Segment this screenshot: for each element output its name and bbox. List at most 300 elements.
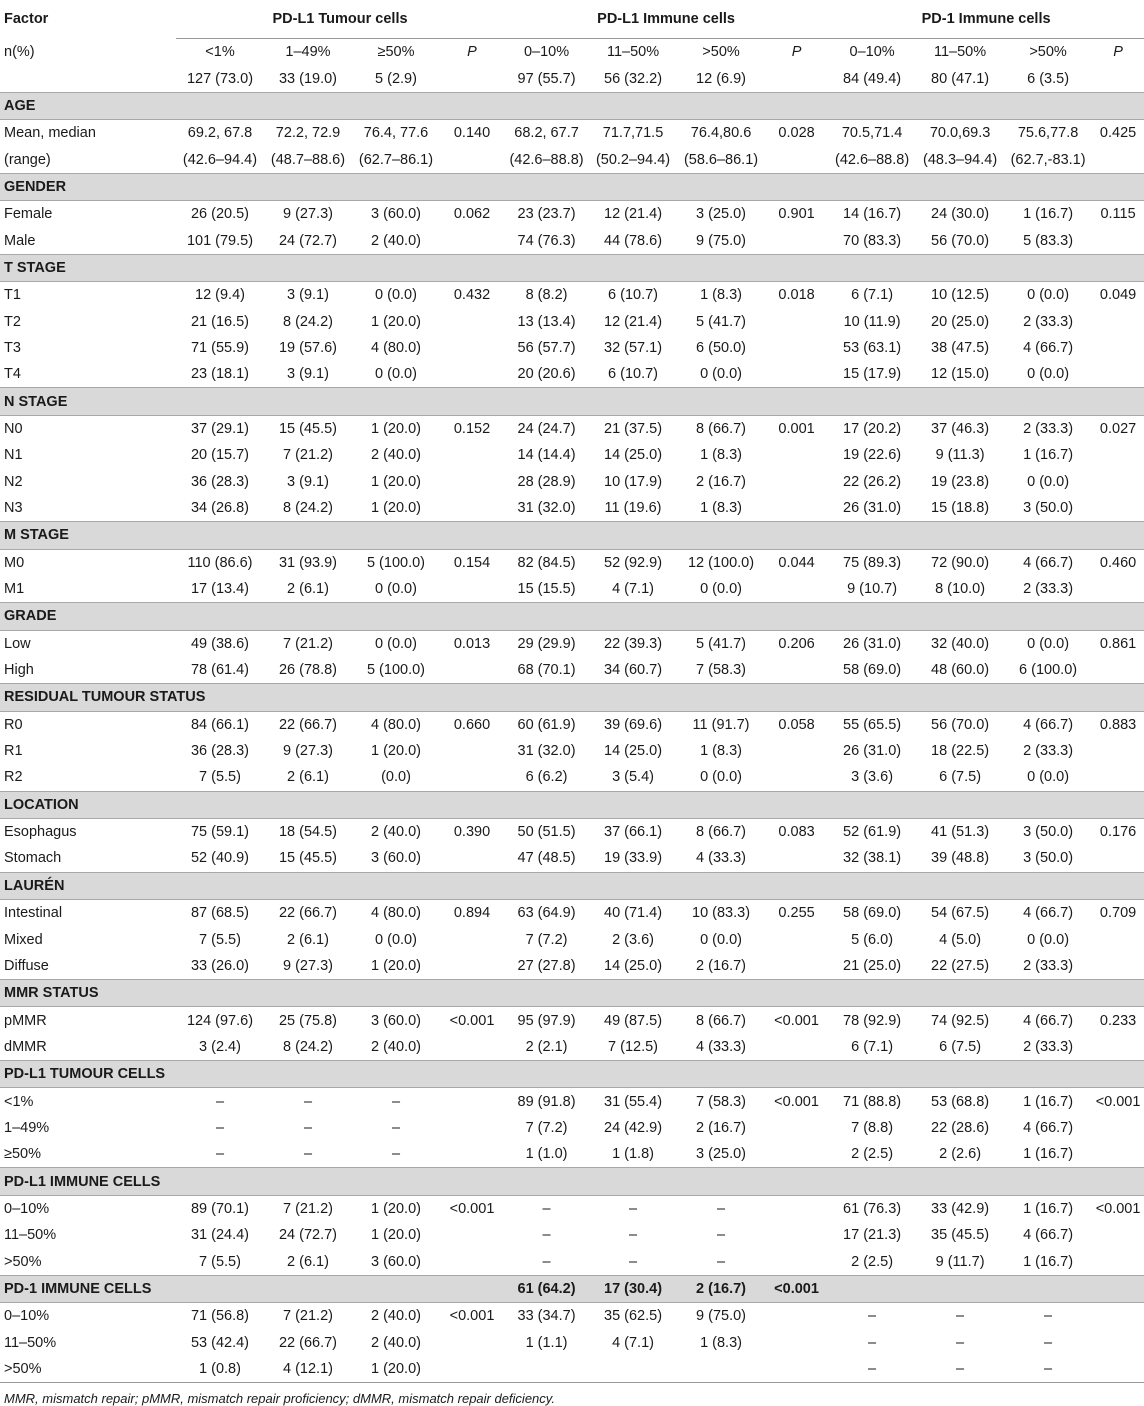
n-value-cell: 5 (2.9) — [375, 70, 417, 87]
data-cell: 26 (78.8) — [278, 662, 338, 679]
p-value-cell — [1092, 657, 1144, 684]
data-cell: 1 (20.0) — [371, 743, 421, 760]
data-cell: 76.4, 77.6 — [363, 125, 429, 142]
data-cell: 1 (20.0) — [371, 500, 421, 517]
data-cell: 2 (16.7) — [696, 957, 747, 974]
data-cell: 56 (70.0) — [931, 716, 990, 733]
data-cell: 101 (79.5) — [186, 232, 254, 249]
table-row — [0, 1303, 1144, 1330]
p-value-cell — [1092, 146, 1144, 173]
data-cell: 74 (76.3) — [517, 232, 576, 249]
data-cell: 53 (42.4) — [190, 1334, 250, 1351]
p-value-cell: 0.083 — [778, 824, 815, 841]
data-cell: 58 (69.0) — [843, 662, 902, 679]
p-value-cell — [765, 576, 828, 603]
data-cell: 6 (6.2) — [525, 769, 568, 786]
data-cell: 40 (71.4) — [604, 905, 663, 922]
data-cell: 9 (27.3) — [283, 206, 333, 223]
data-cell: 2 (2.6) — [939, 1146, 982, 1163]
data-cell: 1 (8.3) — [700, 743, 742, 760]
data-cell: 7 (8.8) — [851, 1119, 894, 1136]
data-cell: 75.6,77.8 — [1017, 125, 1079, 142]
data-cell: 6 (7.1) — [851, 287, 894, 304]
data-cell: 68 (70.1) — [517, 662, 576, 679]
factor-header: Factor — [4, 11, 49, 28]
p-value-cell — [440, 308, 504, 334]
data-cell: 7 (21.2) — [283, 635, 333, 652]
data-cell: 9 (10.7) — [847, 581, 898, 598]
data-cell: 1 (20.0) — [371, 1200, 421, 1217]
p-value-cell — [440, 495, 504, 522]
p-value-cell: <0.001 — [1095, 1200, 1141, 1217]
row-label: N3 — [4, 500, 23, 517]
n-values-row — [0, 65, 1144, 92]
data-cell: 54 (67.5) — [931, 905, 990, 922]
data-cell: 20 (20.6) — [517, 366, 576, 383]
data-cell: (48.7–88.6) — [270, 151, 346, 168]
data-cell: 31 (24.4) — [190, 1227, 250, 1244]
p-value-cell: 0.460 — [1099, 554, 1137, 571]
data-cell: 22 (27.5) — [931, 957, 990, 974]
data-cell: 2 (40.0) — [371, 1334, 421, 1351]
p-value-cell — [1092, 953, 1144, 980]
row-label: 0–10% — [4, 1200, 50, 1217]
data-cell: 6 (100.0) — [1019, 662, 1078, 679]
table-row — [0, 630, 1144, 657]
data-cell: 4 (66.7) — [1023, 1227, 1074, 1244]
data-cell: 4 (66.7) — [1023, 339, 1074, 356]
table-row — [0, 1195, 1144, 1222]
data-cell: – — [628, 1253, 638, 1270]
data-cell: 12 (100.0) — [687, 554, 755, 571]
subheader-cell: >50% — [1029, 44, 1067, 61]
data-cell: 2 (40.0) — [371, 1038, 421, 1055]
data-cell: 36 (28.3) — [190, 743, 250, 760]
data-cell: 1 (20.0) — [352, 1356, 440, 1383]
p-value-cell — [765, 361, 828, 388]
p-value-cell — [765, 1248, 828, 1275]
data-cell — [589, 1356, 677, 1383]
row-label: Mixed — [4, 931, 43, 948]
data-cell: 82 (84.5) — [517, 554, 576, 571]
data-cell: 12 (21.4) — [604, 313, 663, 330]
p-value-cell — [440, 227, 504, 254]
section-header-row — [0, 872, 1144, 899]
data-cell: 24 (72.7) — [278, 1227, 338, 1244]
table-row — [0, 282, 1144, 309]
data-cell: 35 (45.5) — [931, 1227, 990, 1244]
data-cell: 2 (2.5) — [851, 1146, 894, 1163]
table-row — [0, 1034, 1144, 1061]
data-cell: 5 (83.3) — [1023, 232, 1074, 249]
data-cell: 7 (58.3) — [696, 1093, 747, 1110]
data-cell: 3 (9.1) — [287, 287, 329, 304]
data-cell: 71 (56.8) — [190, 1308, 250, 1325]
p-value-cell: 0.861 — [1099, 635, 1137, 652]
data-cell: 22 (66.7) — [278, 1334, 338, 1351]
data-cell: 53 (63.1) — [843, 339, 902, 356]
data-cell: 0 (0.0) — [1027, 931, 1070, 948]
section-title: LAURÉN — [0, 872, 1144, 899]
data-cell: 37 (29.1) — [190, 420, 250, 437]
data-cell: 1 (16.7) — [1023, 1253, 1074, 1270]
p-value-cell: 0.044 — [778, 554, 815, 571]
data-cell: 0 (0.0) — [375, 366, 417, 383]
data-cell: 1 (1.1) — [525, 1334, 568, 1351]
p-value-cell — [765, 469, 828, 495]
data-cell: 1 (16.7) — [1023, 1093, 1074, 1110]
data-cell: 39 (69.6) — [604, 716, 663, 733]
p-value-cell — [1092, 1356, 1144, 1383]
row-label: Diffuse — [4, 957, 49, 974]
n-value-cell: 12 (6.9) — [696, 70, 747, 87]
row-label: Mean, median — [4, 125, 96, 142]
table-row — [0, 953, 1144, 980]
data-cell: – — [542, 1200, 551, 1217]
data-cell: 35 (62.5) — [604, 1308, 663, 1325]
p-value-cell: 0.432 — [453, 287, 491, 304]
data-cell: – — [828, 1356, 916, 1383]
p-value-cell — [765, 1141, 828, 1168]
data-cell: 5 (100.0) — [366, 662, 426, 679]
data-cell: 24 (42.9) — [604, 1119, 663, 1136]
table-row — [0, 926, 1144, 952]
data-cell: 4 (33.3) — [696, 850, 747, 867]
p-value-cell — [440, 1088, 504, 1115]
p-value-cell — [1092, 1248, 1144, 1275]
p-value-cell: 0.001 — [778, 420, 815, 437]
section-value-cell — [1092, 1275, 1144, 1302]
p-value-cell — [765, 335, 828, 361]
data-cell: – — [215, 1146, 225, 1163]
data-cell: 8 (24.2) — [283, 1038, 333, 1055]
group-header-pdl1-tumour: PD-L1 Tumour cells — [176, 0, 504, 39]
data-cell: 58 (69.0) — [843, 905, 902, 922]
n-value-cell: 84 (49.4) — [843, 70, 902, 87]
section-value-cell: 17 (30.4) — [589, 1275, 677, 1302]
row-label: Low — [4, 635, 31, 652]
data-cell: 2 (6.1) — [287, 581, 329, 598]
data-cell: 68.2, 67.7 — [514, 125, 579, 142]
table-row — [0, 900, 1144, 927]
p-value-cell — [765, 1303, 828, 1330]
p-value-cell — [1092, 1330, 1144, 1356]
section-title: GRADE — [0, 603, 1144, 630]
data-cell: 4 (66.7) — [1023, 1012, 1074, 1029]
row-label: T4 — [4, 366, 21, 383]
p-value-cell — [440, 442, 504, 468]
n-value-cell: 33 (19.0) — [278, 70, 338, 87]
p-value-cell: 0.894 — [453, 905, 491, 922]
data-cell: 1 (16.7) — [1023, 1146, 1074, 1163]
data-cell: – — [716, 1253, 726, 1270]
data-cell: – — [391, 1119, 401, 1136]
data-cell: 2 (40.0) — [371, 1308, 421, 1325]
p-value-cell — [1092, 1222, 1144, 1248]
p-value-header: P — [791, 44, 802, 61]
p-value-cell — [765, 146, 828, 173]
data-cell: 3 (50.0) — [1023, 850, 1074, 867]
data-cell: 14 (25.0) — [604, 447, 663, 464]
data-cell: – — [303, 1093, 313, 1110]
table-row — [0, 1248, 1144, 1275]
data-cell: 0 (0.0) — [375, 581, 417, 598]
p-value-cell: <0.001 — [774, 1093, 819, 1110]
data-cell: – — [215, 1119, 225, 1136]
p-value-cell: 0.049 — [1099, 287, 1137, 304]
data-cell: 15 (18.8) — [931, 500, 990, 517]
data-cell: 6 (7.1) — [851, 1038, 894, 1055]
section-title: T STAGE — [0, 254, 1144, 281]
p-value-cell — [1092, 1034, 1144, 1061]
p-value-cell: <0.001 — [449, 1200, 495, 1217]
p-value-cell: 0.883 — [1099, 716, 1137, 733]
data-cell: 27 (27.8) — [517, 957, 576, 974]
data-cell: 19 (57.6) — [278, 339, 338, 356]
data-cell: 3 (3.6) — [851, 769, 894, 786]
data-cell: 56 (70.0) — [931, 232, 990, 249]
data-cell: 50 (51.5) — [517, 824, 576, 841]
p-value-cell — [1092, 335, 1144, 361]
data-cell: – — [542, 1227, 551, 1244]
p-value-cell — [765, 1222, 828, 1248]
p-value-cell — [765, 1356, 828, 1383]
data-cell: 1 (16.7) — [1023, 206, 1074, 223]
data-cell: 0 (0.0) — [700, 581, 742, 598]
data-cell: 12 (21.4) — [604, 206, 663, 223]
row-label: <1% — [4, 1093, 34, 1110]
subheader-row — [0, 39, 1144, 66]
p-value-cell — [1092, 308, 1144, 334]
row-label: 0–10% — [4, 1308, 50, 1325]
data-cell: 2 (6.1) — [287, 931, 329, 948]
table-row — [0, 335, 1144, 361]
section-header-row — [0, 1168, 1144, 1195]
data-cell: 24 (24.7) — [517, 420, 576, 437]
data-cell: 26 (20.5) — [190, 206, 250, 223]
data-cell: 1 (20.0) — [371, 313, 421, 330]
row-label: R2 — [4, 769, 23, 786]
table-row — [0, 1115, 1144, 1141]
data-cell: 21 (16.5) — [190, 313, 250, 330]
data-cell: – — [956, 1334, 965, 1351]
data-cell: 74 (92.5) — [931, 1012, 990, 1029]
data-cell: – — [1044, 1334, 1053, 1351]
subheader-cell: >50% — [702, 44, 740, 61]
row-label: >50% — [0, 1356, 176, 1383]
data-cell: (42.6–88.8) — [509, 151, 584, 168]
data-cell: 26 (31.0) — [843, 635, 902, 652]
data-cell: 78 (61.4) — [190, 662, 250, 679]
table-row — [0, 738, 1144, 764]
data-cell: 0 (0.0) — [1027, 769, 1070, 786]
data-cell: 14 (16.7) — [843, 206, 902, 223]
data-cell: 2 (33.3) — [1023, 581, 1074, 598]
p-value-cell — [440, 953, 504, 980]
table-row — [0, 549, 1144, 576]
p-value-cell: 0.013 — [453, 635, 491, 652]
group-header-pdl1-immune: PD-L1 Immune cells — [504, 0, 828, 39]
table-body — [0, 39, 1144, 1383]
data-cell: 32 (57.1) — [604, 339, 663, 356]
p-value-cell — [440, 1356, 504, 1383]
p-value-cell — [765, 845, 828, 872]
data-cell: 32 (38.1) — [843, 850, 902, 867]
data-cell: – — [628, 1227, 638, 1244]
table-row — [0, 201, 1144, 228]
data-cell: 22 (28.6) — [931, 1119, 990, 1136]
section-value-cell: <0.001 — [765, 1275, 828, 1302]
data-cell: 4 (66.7) — [1023, 554, 1074, 571]
table-row — [0, 1356, 1144, 1383]
row-label: R1 — [4, 743, 23, 760]
data-cell: 2 (33.3) — [1023, 957, 1074, 974]
data-cell: 1 (8.3) — [700, 287, 742, 304]
data-cell: 4 (80.0) — [371, 905, 421, 922]
p-value-cell: 0.062 — [453, 206, 491, 223]
p-value-cell: 0.709 — [1099, 905, 1137, 922]
data-cell: 124 (97.6) — [186, 1012, 254, 1029]
data-cell: – — [716, 1200, 726, 1217]
section-header-row — [0, 388, 1144, 415]
data-cell: 0 (0.0) — [375, 931, 417, 948]
table-row — [0, 469, 1144, 495]
row-label: N1 — [4, 447, 23, 464]
p-value-cell — [765, 953, 828, 980]
data-cell: 7 (7.2) — [525, 1119, 568, 1136]
section-header-row — [0, 603, 1144, 630]
p-value-cell — [440, 926, 504, 952]
p-value-cell — [1092, 1115, 1144, 1141]
data-cell: 31 (32.0) — [517, 743, 576, 760]
data-cell: 53 (68.8) — [931, 1093, 990, 1110]
row-label: T1 — [4, 287, 21, 304]
table-row — [0, 711, 1144, 738]
data-cell: 6 (7.5) — [939, 1038, 982, 1055]
data-cell: 1 (20.0) — [371, 473, 421, 490]
data-cell: 21 (37.5) — [604, 420, 663, 437]
p-value-cell — [1092, 845, 1144, 872]
p-value-cell — [440, 361, 504, 388]
section-title: N STAGE — [0, 388, 1144, 415]
p-value-cell — [1092, 361, 1144, 388]
data-cell: 1 (20.0) — [371, 420, 421, 437]
data-cell: 3 (60.0) — [371, 1012, 421, 1029]
data-cell: 2 (40.0) — [371, 824, 421, 841]
data-cell: 7 (5.5) — [199, 769, 241, 786]
data-cell: 78 (92.9) — [843, 1012, 902, 1029]
data-cell: 84 (66.1) — [190, 716, 250, 733]
p-value-cell — [440, 469, 504, 495]
table-row — [0, 308, 1144, 334]
data-cell: 3 (50.0) — [1023, 500, 1074, 517]
data-cell: 47 (48.5) — [517, 850, 576, 867]
data-cell: 7 (5.5) — [199, 1253, 241, 1270]
p-value-cell — [440, 335, 504, 361]
data-cell: 71 (55.9) — [190, 339, 250, 356]
data-cell: 4 (7.1) — [612, 581, 654, 598]
p-value-header: P — [467, 44, 477, 61]
p-value-cell: 0.255 — [778, 905, 815, 922]
data-cell: 1 (8.3) — [700, 1334, 742, 1351]
section-title: GENDER — [0, 173, 1144, 200]
data-cell: (50.2–94.4) — [595, 151, 671, 168]
data-cell: 5 (6.0) — [851, 931, 894, 948]
p-value-cell — [1092, 738, 1144, 764]
p-value-cell — [1092, 764, 1144, 791]
data-cell: 28 (28.9) — [517, 473, 576, 490]
section-title: PD-L1 TUMOUR CELLS — [0, 1061, 1144, 1088]
data-cell: 95 (97.9) — [517, 1012, 576, 1029]
data-cell: 9 (27.3) — [283, 743, 333, 760]
data-cell: 8 (66.7) — [696, 420, 747, 437]
n-value-cell: 127 (73.0) — [186, 70, 254, 87]
table-row — [0, 1141, 1144, 1168]
data-cell: 1 (8.3) — [700, 500, 742, 517]
row-label: M0 — [4, 554, 25, 571]
data-cell: 34 (26.8) — [190, 500, 250, 517]
n-value-cell: 97 (55.7) — [517, 70, 576, 87]
data-cell: 7 (58.3) — [696, 662, 747, 679]
p-value-cell — [765, 1115, 828, 1141]
row-label: 11–50% — [4, 1334, 57, 1351]
p-value-header: P — [1113, 44, 1123, 61]
row-label: dMMR — [4, 1038, 47, 1055]
data-cell: 2 (33.3) — [1023, 1038, 1074, 1055]
data-cell: 41 (51.3) — [931, 824, 990, 841]
p-value-cell — [440, 657, 504, 684]
data-cell: 19 (33.9) — [604, 850, 663, 867]
n-value-cell — [1092, 65, 1144, 92]
data-cell: – — [391, 1093, 401, 1110]
p-value-cell: 0.152 — [453, 420, 491, 437]
data-cell: 10 (17.9) — [604, 473, 663, 490]
data-cell: – — [391, 1146, 401, 1163]
section-value-cell — [352, 1275, 440, 1302]
data-cell: (42.6–94.4) — [182, 151, 258, 168]
group-header-row — [0, 0, 1144, 39]
data-cell: 33 (34.7) — [517, 1308, 576, 1325]
data-cell: 8 (10.0) — [935, 581, 986, 598]
section-header-row — [0, 92, 1144, 119]
data-cell: 10 (12.5) — [931, 287, 990, 304]
data-cell: 12 (9.4) — [195, 287, 245, 304]
data-cell: 14 (25.0) — [604, 743, 663, 760]
data-cell: 10 (83.3) — [692, 905, 751, 922]
p-value-cell — [440, 576, 504, 603]
data-cell: (58.6–86.1) — [683, 151, 759, 168]
p-value-cell: <0.001 — [449, 1012, 495, 1029]
p-value-cell — [1092, 227, 1144, 254]
data-cell: 1 (20.0) — [371, 957, 421, 974]
data-cell: 4 (66.7) — [1023, 905, 1074, 922]
data-cell: 15 (45.5) — [278, 420, 338, 437]
table-row — [0, 415, 1144, 442]
data-cell: 52 (92.9) — [604, 554, 663, 571]
p-value-cell — [1092, 576, 1144, 603]
row-label: N2 — [4, 473, 23, 490]
subheader-cell: 11–50% — [606, 44, 660, 61]
p-value-cell — [440, 146, 504, 173]
p-value-cell: 0.233 — [1099, 1012, 1137, 1029]
table-footnote: MMR, mismatch repair; pMMR, mismatch repair proficiency; dMMR, mismatch repair deficiency. — [4, 1391, 555, 1406]
section-title: AGE — [0, 92, 1144, 119]
subheader-cell: 11–50% — [934, 44, 987, 61]
data-cell: 110 (86.6) — [187, 554, 253, 571]
data-cell: 32 (40.0) — [931, 635, 990, 652]
data-cell: 4 (66.7) — [1023, 716, 1074, 733]
row-label: T2 — [4, 313, 21, 330]
